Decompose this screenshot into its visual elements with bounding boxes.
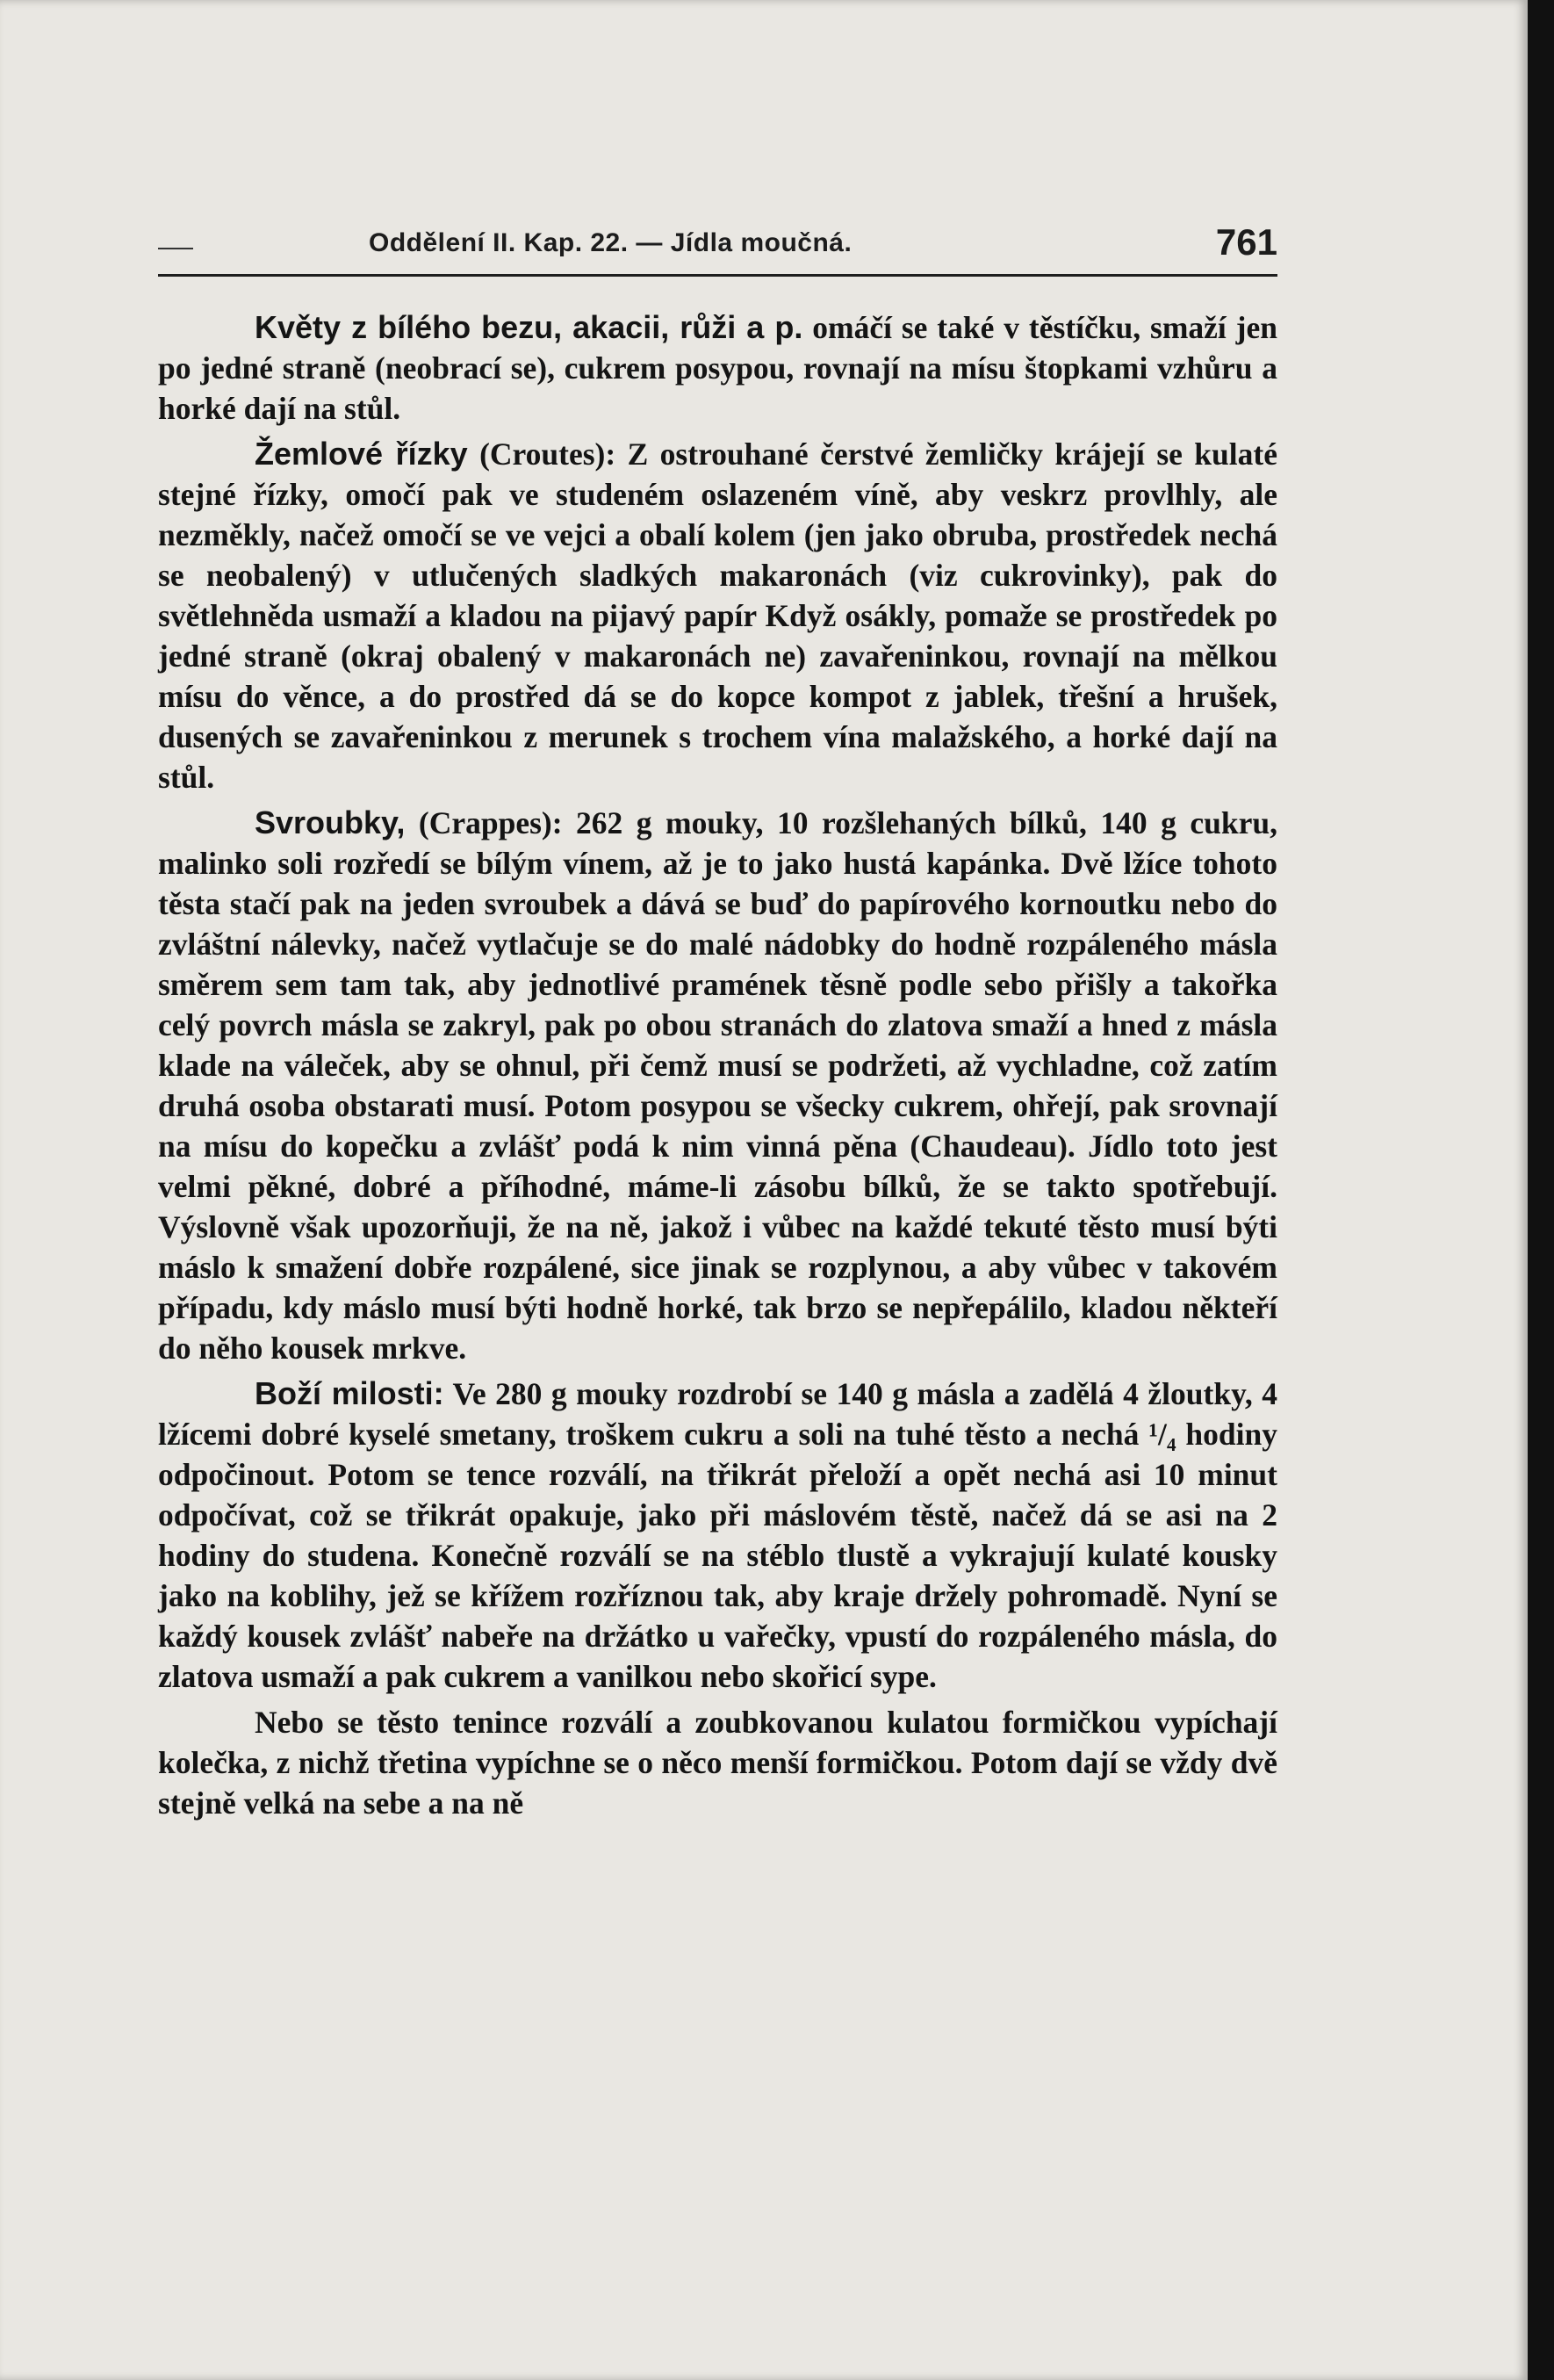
header-dash — [158, 248, 193, 249]
scan-edge — [1528, 0, 1554, 2380]
paragraph-bozi-milosti — [158, 1374, 1277, 1697]
paragraph-text: Nebo se těsto tenince rozválí a zoubkovanou kulatou formičkou vypíchají kolečka, z nichž třetina vypíchne se o něco menší formičkou. Potom dají se vždy dvě stejně velká na sebe a na ně — [158, 1705, 1277, 1821]
paragraph-kvety — [158, 307, 1277, 429]
paragraph-text: (Croutes): Z ostrouhané čerstvé žemličky krájejí se kulaté stejné řízky, omočí pak ve studeném oslazeném víně, aby veskrz provlhly, ale nezměkly, načež omočí se ve vejci a obalí kolem (jen jako obruba, prostředek nechá se neobalený) v utlučených sladkých makaronách (viz cukrovinky), pak do světlehněda usmaží a kladou na pijavý papír Když osákly, pomaže se prostředek po jedné straně (okraj obalený v makaronách ne) zavařeninkou, rovnají na mělkou mísu do věnce, a do prostřed dá se do kopce kompot z jablek, třešní a hrušek, dusených se zavařeninkou z merunek s trochem vína malažského, a horké dají na stůl. — [158, 436, 1277, 795]
paragraph-text: Ve 280 g mouky rozdrobí se 140 g másla a zadělá 4 žloutky, 4 lžícemi dobré kyselé smetany, troškem cukru a soli na tuhé těsto a nechá ¹/₄ hodiny odpočinout. Potom se tence rozválí, na třikrát přeloží a opět nechá asi 10 minut odpočívat, což se třikrát opakuje, jako při máslovém těstě, načež dá se asi na 2 hodiny do studena. Konečně rozválí se na stéblo tlustě a vykrajují kulaté kousky jako na koblihy, jež se křížem rozříznou tak, aby kraje držely pohromadě. Nyní se každý kousek zvlášť nabeře na držátko u vařečky, vpustí do rozpáleného másla, do zlatova usmaží a pak cukrem a vanilkou nebo skořicí sype. — [158, 1376, 1277, 1694]
paragraph-text: (Crappes): 262 g mouky, 10 rozšlehaných bílků, 140 g cukru, malinko soli rozředí se bílým vínem, až je to jako hustá kapánka. Dvě lžíce tohoto těsta stačí pak na jeden svroubek a dává se buď do papírového kornoutku nebo do zvláštní nálevky, načež vytlačuje se do malé nádobky do hodně rozpáleného másla směrem sem tam tak, aby jednotlivé pramének těsně podle sebo přišly a takořka celý povrch másla se zakryl, pak po obou stranách do zlatova smaží a hned z másla klade na váleček, aby se ohnul, při čemž musí se podržeti, až vychladne, což zatím druhá osoba obstarati musí. Potom posypou se všecky cukrem, ohřejí, pak srovnají na mísu do kopečku a zvlášť podá k nim vinná pěna (Chaudeau). Jídlo toto jest velmi pěkné, dobré a příhodné, máme-li zásobu bílků, že se takto spotřebují. Výslovně však upozorňuji, že na ně, jakož i vůbec na každé tekuté těsto musí býti máslo k smažení dobře rozpálené, sice jinak se rozplynou, a aby vůbec v takovém případu, kdy máslo musí býti hodně horké, tak brzo se nepřepálilo, kladou někteří do něho kousek mrkve. — [158, 805, 1277, 1366]
paragraph-lead: Svroubky, — [255, 804, 406, 840]
page-number: 761 — [1215, 221, 1277, 263]
header-rule — [158, 274, 1277, 277]
running-header — [158, 220, 1277, 272]
header-title: Oddělení II. Kap. 22. — Jídla moučná. — [369, 228, 853, 257]
paragraph-lead: Žemlové řízky — [255, 436, 468, 472]
paragraph-zemlove-rizky — [158, 434, 1277, 797]
paragraph-svroubky — [158, 803, 1277, 1368]
paragraph-nebo — [158, 1702, 1277, 1823]
paragraph-text: omáčí se také v těstíčku, smaží jen po jedné straně (neobrací se), cukrem posypou, rovnají na mísu štopkami vzhůru a horké dají na stůl. — [158, 310, 1277, 426]
paragraph-lead: Boží milosti: — [255, 1375, 444, 1411]
paragraph-lead: Květy z bílého bezu, akacii, růži a p. — [255, 309, 803, 345]
page-body — [158, 307, 1277, 1823]
